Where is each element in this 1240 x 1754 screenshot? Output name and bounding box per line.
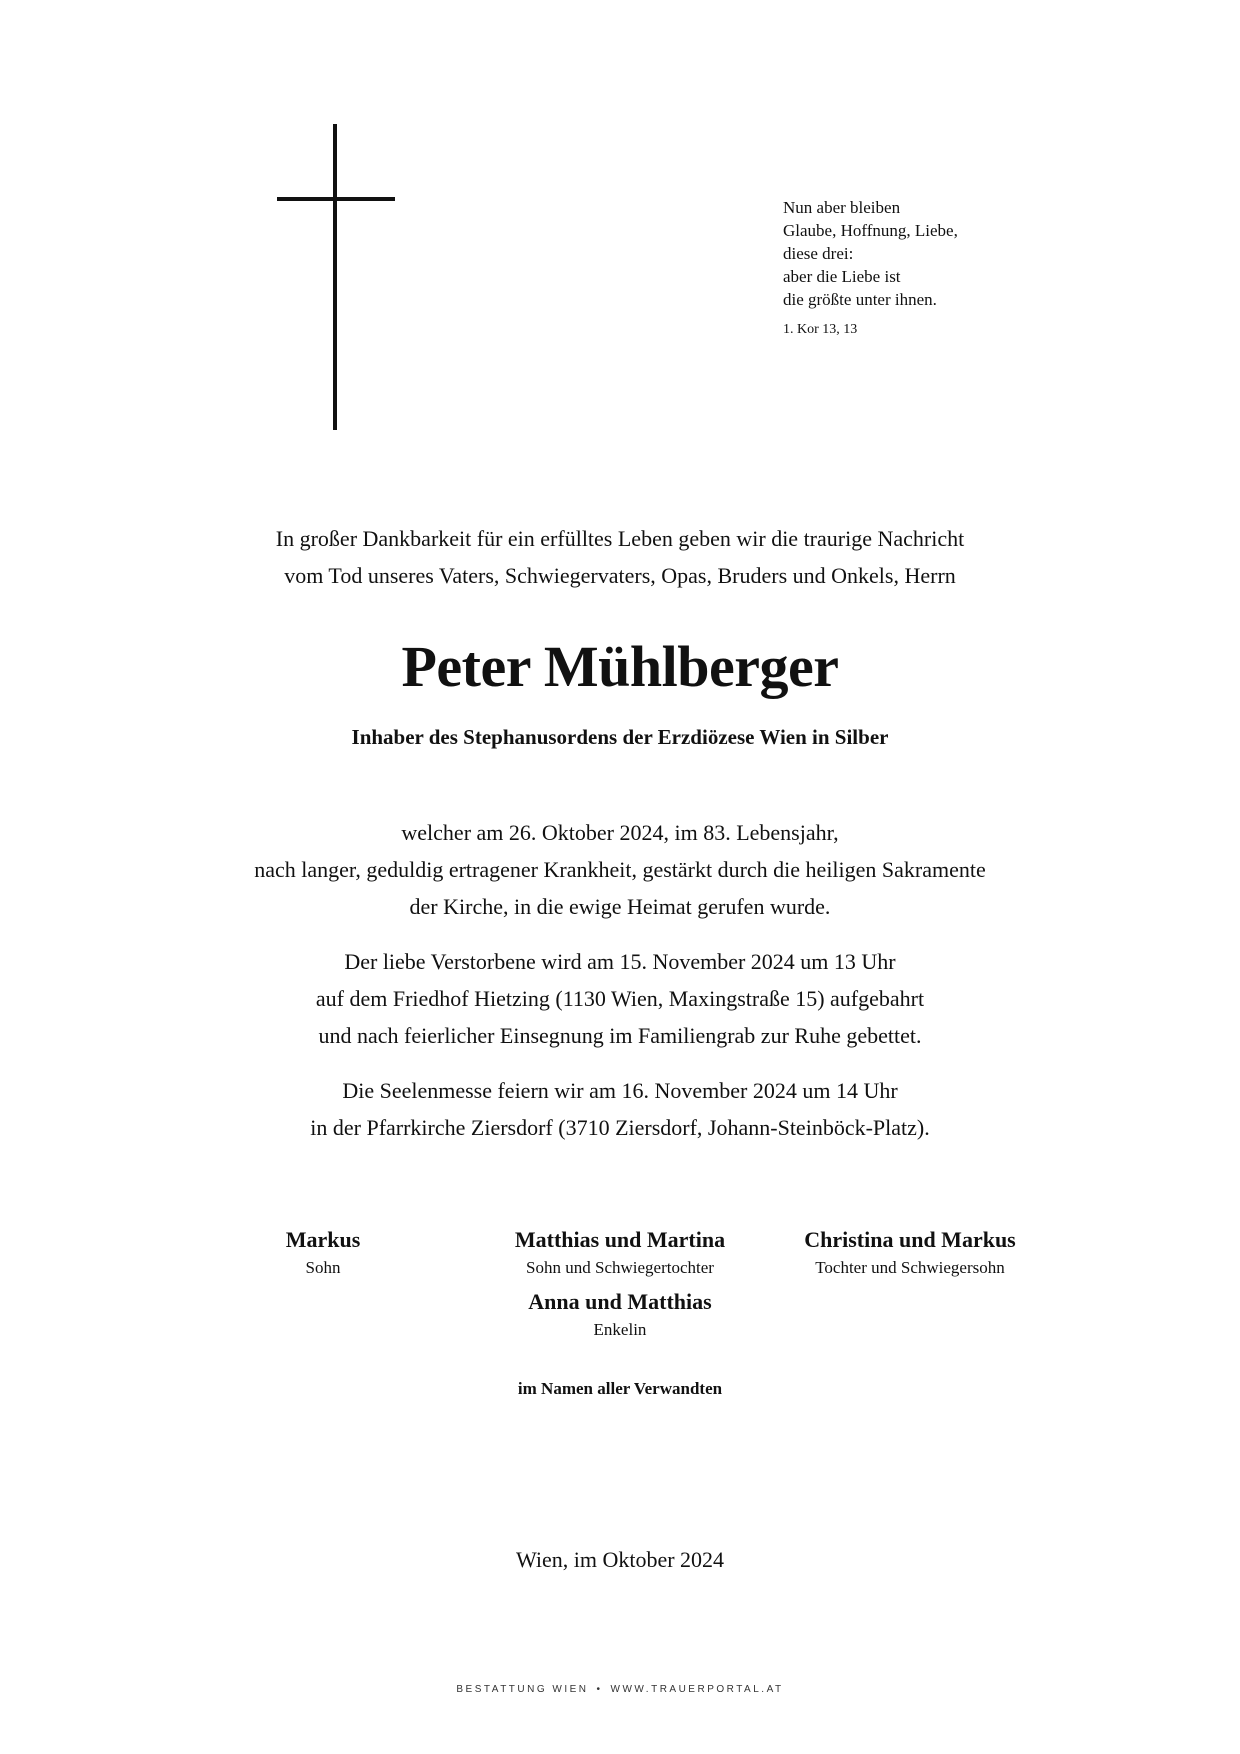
mourner-grandchildren — [470, 1287, 770, 1343]
death-notice-text — [0, 814, 1240, 925]
mass-text — [0, 1072, 1240, 1146]
burial-line: auf dem Friedhof Hietzing (1130 Wien, Maxingstraße 15) aufgebahrt — [315, 986, 925, 1011]
mourner-name: Matthias und Martina — [514, 1227, 726, 1252]
mourner-name: Markus — [285, 1227, 361, 1252]
verse-line: Nun aber bleiben — [783, 198, 901, 217]
verse-line: die größte unter ihnen. — [783, 290, 937, 309]
burial-line: Der liebe Verstorbene wird am 15. November 2024 um 13 Uhr — [344, 949, 896, 974]
footer-credit — [0, 1684, 1240, 1695]
burial-text — [0, 943, 1240, 1054]
death-notice-line: welcher am 26. Oktober 2024, im 83. Lebensjahr, — [401, 820, 839, 845]
mourner-role: Enkelin — [593, 1320, 647, 1339]
verse-line: diese drei: — [783, 244, 854, 263]
mourner-name: Anna und Matthias — [528, 1289, 712, 1314]
intro-line: In großer Dankbarkeit für ein erfülltes Leben geben wir die traurige Nachricht — [275, 526, 965, 551]
mourner-role: Sohn und Schwiegertochter — [526, 1258, 714, 1277]
bible-verse — [783, 196, 1023, 341]
burial-line: und nach feierlicher Einsegnung im Familiengrab zur Ruhe gebettet. — [318, 1023, 922, 1048]
death-notice-line: nach langer, geduldig ertragener Krankheit, gestärkt durch die heiligen Sakramente — [254, 857, 986, 882]
mourner-role: Tochter und Schwiegersohn — [815, 1258, 1005, 1277]
mass-line: Die Seelenmesse feiern wir am 16. November 2024 um 14 Uhr — [342, 1078, 898, 1103]
death-notice-line: der Kirche, in die ewige Heimat gerufen wurde. — [409, 894, 831, 919]
intro-text — [0, 520, 1240, 594]
mourner-son — [223, 1225, 423, 1281]
verse-line: Glaube, Hoffnung, Liebe, — [783, 221, 958, 240]
mass-line: in der Pfarrkirche Ziersdorf (3710 Ziersdorf, Johann-Steinböck-Platz). — [310, 1115, 930, 1140]
footer-brand: BESTATTUNG WIEN — [456, 1684, 589, 1695]
verse-line: aber die Liebe ist — [783, 267, 901, 286]
mourner-daughter-and-son-in-law — [770, 1225, 1050, 1281]
deceased-honor: Inhaber des Stephanusordens der Erzdiözese Wien in Silber — [351, 725, 889, 749]
footer-website-link[interactable]: WWW.TRAUERPORTAL.AT — [610, 1684, 784, 1695]
footer-separator: • — [596, 1684, 603, 1695]
deceased-name: Peter Mühlberger — [401, 634, 839, 699]
relatives-note: im Namen aller Verwandten — [517, 1379, 723, 1398]
mourner-son-and-daughter-in-law — [470, 1225, 770, 1281]
intro-line: vom Tod unseres Vaters, Schwiegervaters, Opas, Bruders und Onkels, Herrn — [284, 563, 956, 588]
mourner-name: Christina und Markus — [804, 1227, 1016, 1252]
verse-reference: 1. Kor 13, 13 — [783, 322, 858, 337]
place-and-date: Wien, im Oktober 2024 — [515, 1547, 725, 1572]
mourner-role: Sohn — [305, 1258, 341, 1277]
